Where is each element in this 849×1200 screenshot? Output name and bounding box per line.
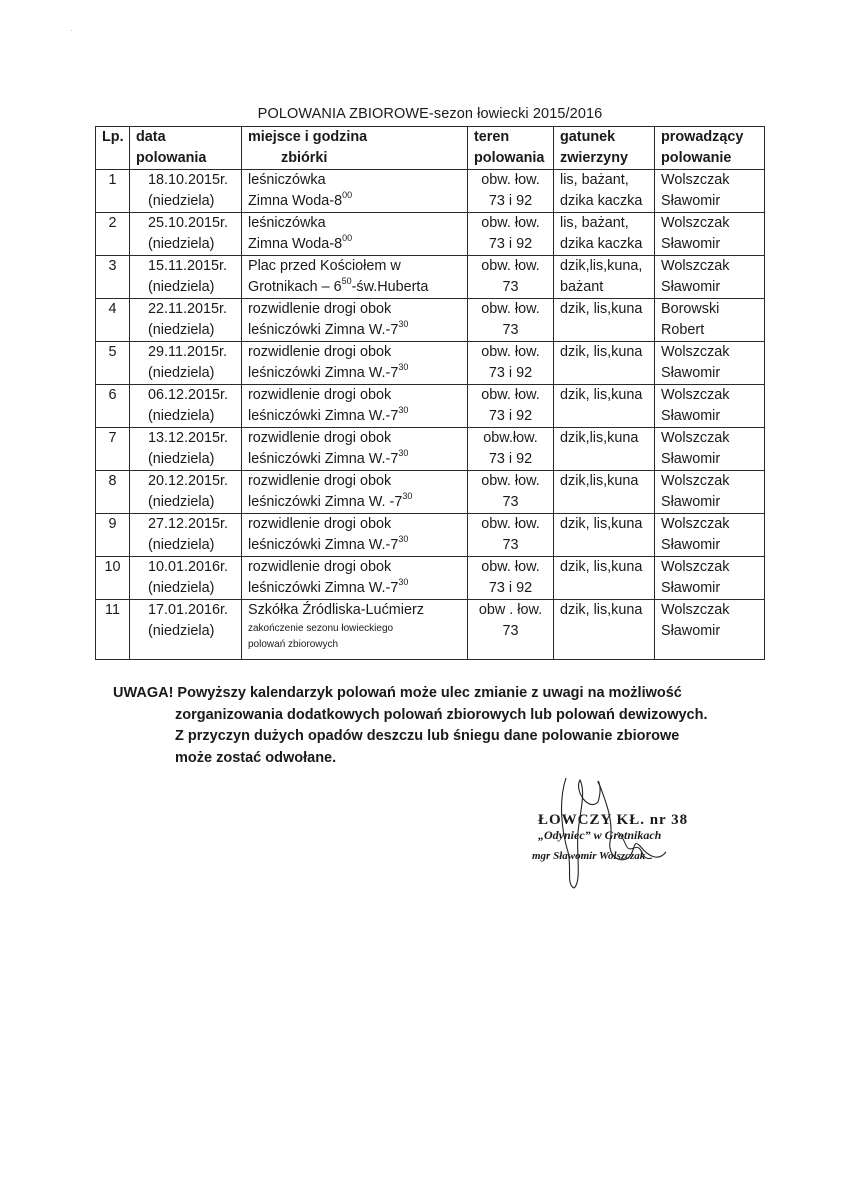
table-row [96, 256, 765, 299]
row-area: obw. łow. 73 i 92 [468, 213, 554, 256]
header-date: data polowania [130, 127, 242, 170]
row-species: dzik, lis,kuna [554, 342, 655, 385]
stamp-line: mgr Sławomir Wolszczak [532, 850, 646, 862]
row-leader: Wolszczak Sławomir [655, 600, 765, 660]
row-species: lis, bażant, dzika kaczka [554, 213, 655, 256]
stamp-line: „Odyniec” w Grotnikach [538, 828, 662, 842]
row-lp: 9 [96, 514, 130, 557]
row-lp: 3 [96, 256, 130, 299]
header-leader: prowadzący polowanie [655, 127, 765, 170]
notice-line: zorganizowania dodatkowych polowań zbiorowych lub polowań dewizowych. [175, 706, 708, 723]
row-species: dzik, lis,kuna [554, 299, 655, 342]
row-area: obw. łow. 73 i 92 [468, 170, 554, 213]
row-date: 29.11.2015r. (niedziela) [130, 342, 242, 385]
row-date: 10.01.2016r. (niedziela) [130, 557, 242, 600]
row-lp: 4 [96, 299, 130, 342]
notice-line: Z przyczyn dużych opadów deszczu lub śniegu dane polowanie zbiorowe [175, 728, 680, 744]
row-place: Szkółka Źródliska-Lućmierz zakończenie sezonu łowieckiego polowań zbiorowych [242, 600, 468, 660]
row-area: obw.łow. 73 i 92 [468, 428, 554, 471]
hunt-schedule-table [95, 126, 765, 660]
notice-line: może zostać odwołane. [175, 749, 337, 766]
row-date: 17.01.2016r. (niedziela) [130, 600, 242, 660]
table-row [96, 600, 765, 660]
row-lp: 2 [96, 213, 130, 256]
row-area: obw. łow. 73 [468, 299, 554, 342]
row-area: obw. łow. 73 i 92 [468, 342, 554, 385]
row-place: rozwidlenie drogi obok leśniczówki Zimna $W.-7^{30}$ [242, 428, 468, 471]
row-species: lis, bażant, dzika kaczka [554, 170, 655, 213]
header-place: miejsce i godzina zbiórki [242, 127, 468, 170]
row-lp: 10 [96, 557, 130, 600]
row-place: leśniczówka Zimna Woda-$8^{00}$ [242, 213, 468, 256]
table-header-row [96, 127, 765, 170]
header-area: teren polowania [468, 127, 554, 170]
row-leader: Wolszczak Sławomir [655, 342, 765, 385]
notice-text [113, 683, 753, 769]
row-leader: Wolszczak Sławomir [655, 213, 765, 256]
row-lp: 6 [96, 385, 130, 428]
header-species: gatunek zwierzyny [554, 127, 655, 170]
row-leader: Wolszczak Sławomir [655, 514, 765, 557]
row-date: 13.12.2015r. (niedziela) [130, 428, 242, 471]
table-row [96, 471, 765, 514]
table-row [96, 428, 765, 471]
row-leader: Wolszczak Sławomir [655, 170, 765, 213]
row-lp: 8 [96, 471, 130, 514]
row-area: obw. łow. 73 [468, 256, 554, 299]
table-row [96, 514, 765, 557]
row-place: leśniczówka Zimna Woda-$8^{00}$ [242, 170, 468, 213]
row-area: obw . łow. 73 [468, 600, 554, 660]
row-leader: Wolszczak Sławomir [655, 385, 765, 428]
row-date: 15.11.2015r. (niedziela) [130, 256, 242, 299]
row-species: dzik, lis,kuna [554, 514, 655, 557]
row-area: obw. łow. 73 [468, 471, 554, 514]
row-date: 25.10.2015r. (niedziela) [130, 213, 242, 256]
row-leader: Wolszczak Sławomir [655, 256, 765, 299]
row-date: 20.12.2015r. (niedziela) [130, 471, 242, 514]
row-leader: Borowski Robert [655, 299, 765, 342]
row-area: obw. łow. 73 i 92 [468, 557, 554, 600]
row-leader: Wolszczak Sławomir [655, 428, 765, 471]
row-area: obw. łow. 73 [468, 514, 554, 557]
row-place: rozwidlenie drogi obok leśniczówki Zimna W. $-7^{30}$ [242, 471, 468, 514]
stamp-line: ŁOWCZY KŁ. nr 38 [538, 812, 689, 828]
row-lp: 1 [96, 170, 130, 213]
row-lp: 5 [96, 342, 130, 385]
signature-scribble [528, 772, 728, 892]
row-species: dzik,lis,kuna [554, 471, 655, 514]
table-row [96, 385, 765, 428]
row-species: dzik, lis,kuna [554, 600, 655, 660]
row-species: dzik,lis,kuna, bażant [554, 256, 655, 299]
row-place: rozwidlenie drogi obok leśniczówki Zimna $W.-7^{30}$ [242, 557, 468, 600]
document-title: POLOWANIA ZBIOROWE-sezon łowiecki 2015/2016 [257, 106, 603, 122]
row-species: dzik, lis,kuna [554, 385, 655, 428]
row-date: 18.10.2015r. (niedziela) [130, 170, 242, 213]
notice-line: UWAGA! Powyższy kalendarzyk polowań może ulec zmianie z uwagi na możliwość [113, 685, 682, 701]
row-lp: 11 [96, 600, 130, 660]
row-date: 27.12.2015r. (niedziela) [130, 514, 242, 557]
scan-speck: · [70, 26, 73, 35]
row-place: rozwidlenie drogi obok leśniczówki Zimna $W.-7^{30}$ [242, 385, 468, 428]
row-place: rozwidlenie drogi obok leśniczówki Zimna $W.-7^{30}$ [242, 514, 468, 557]
table-row [96, 213, 765, 256]
row-place: Plac przed Kościołem w Grotnikach – $6^{50}-św.Huberta$ [242, 256, 468, 299]
table-row [96, 557, 765, 600]
row-area: obw. łow. 73 i 92 [468, 385, 554, 428]
row-place: rozwidlenie drogi obok leśniczówki Zimna $W.-7^{30}$ [242, 299, 468, 342]
header-lp: Lp. [96, 127, 130, 170]
row-place: rozwidlenie drogi obok leśniczówki Zimna $W.-7^{30}$ [242, 342, 468, 385]
row-species: dzik, lis,kuna [554, 557, 655, 600]
table-row [96, 342, 765, 385]
row-date: 22.11.2015r. (niedziela) [130, 299, 242, 342]
row-leader: Wolszczak Sławomir [655, 557, 765, 600]
table-row [96, 299, 765, 342]
row-lp: 7 [96, 428, 130, 471]
official-stamp [528, 772, 728, 892]
row-date: 06.12.2015r. (niedziela) [130, 385, 242, 428]
table-row [96, 170, 765, 213]
row-leader: Wolszczak Sławomir [655, 471, 765, 514]
row-species: dzik,lis,kuna [554, 428, 655, 471]
